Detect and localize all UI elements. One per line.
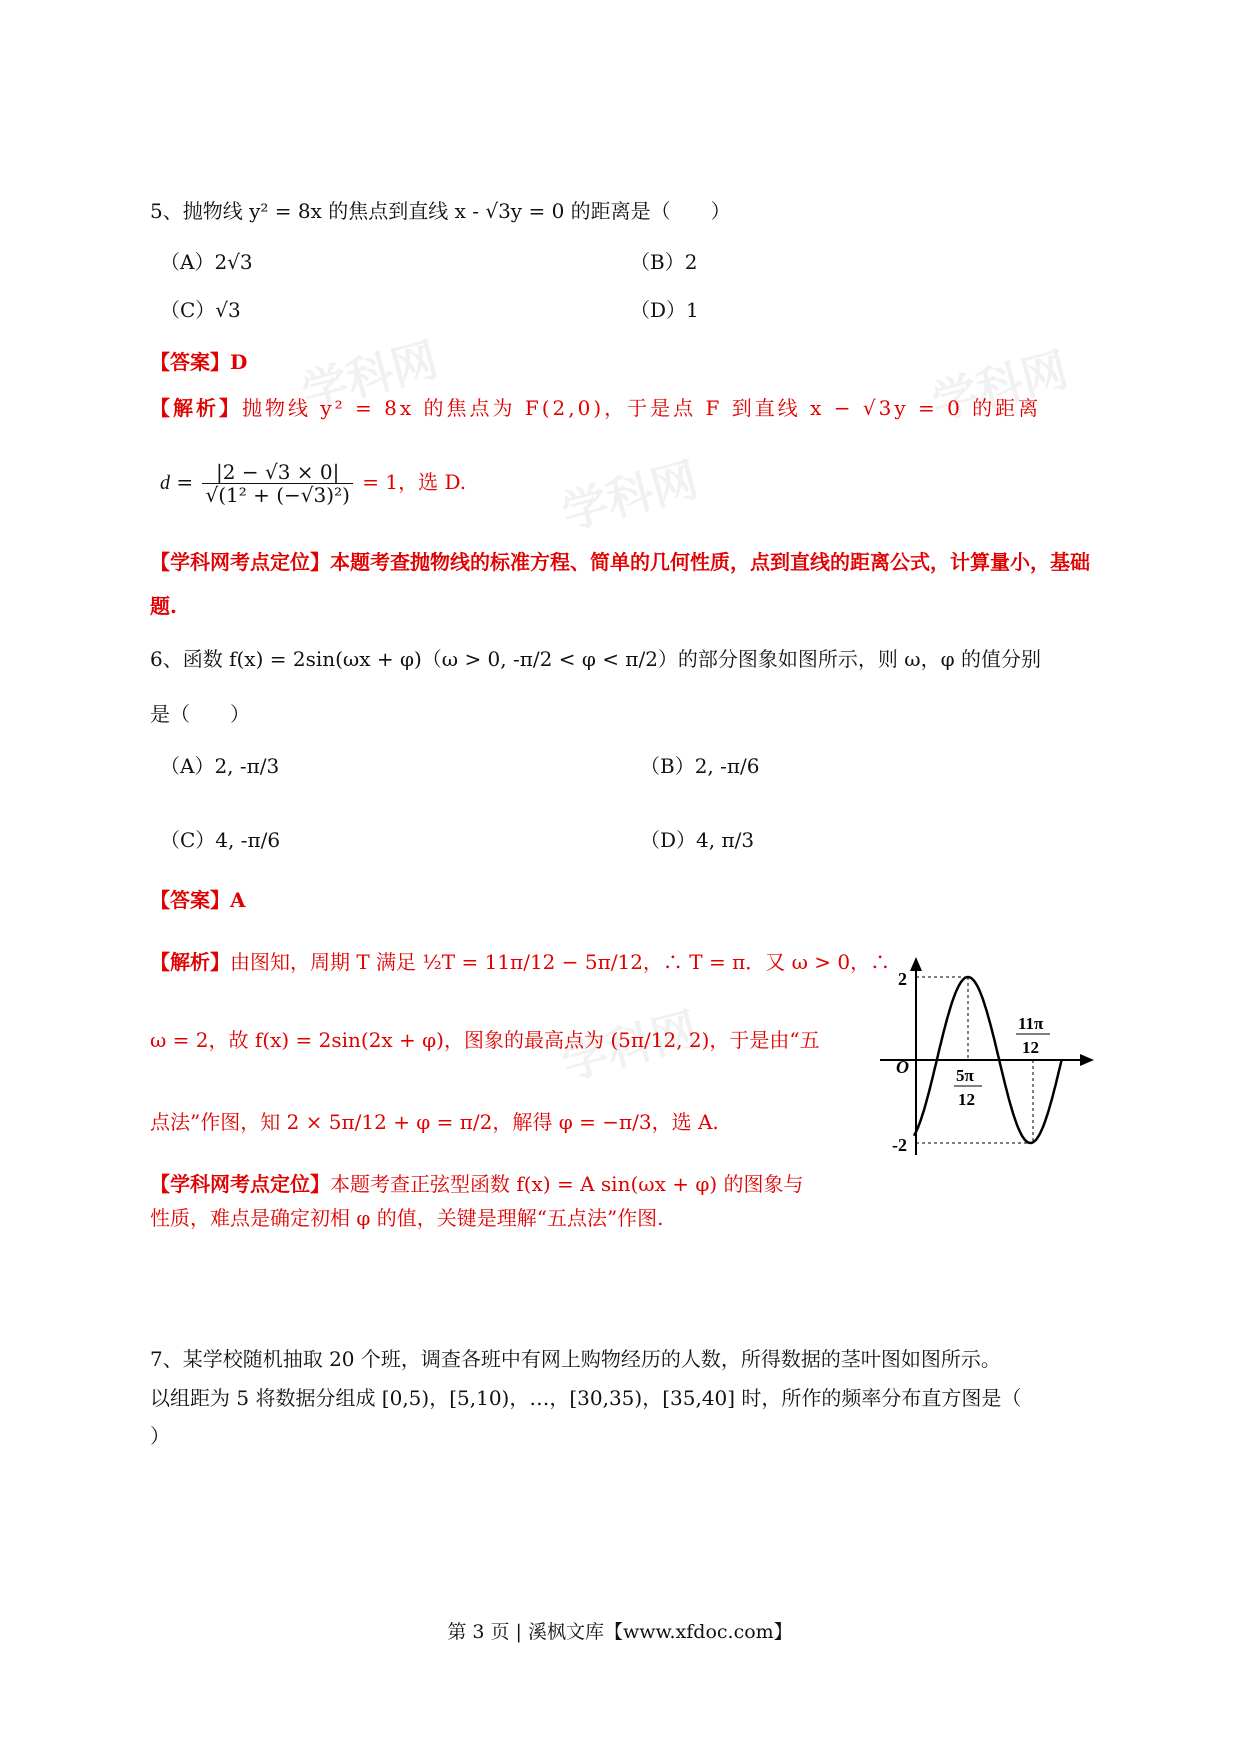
q7-line1: 7、某学校随机抽取 20 个班，调查各班中有网上购物经历的人数，所得数据的茎叶图如图所示。 [150, 1347, 1001, 1371]
answer-label: 【答案】 [150, 350, 230, 374]
x2-label-num: 11π [1018, 1014, 1044, 1033]
q5-option-a: （A）2√3 [160, 250, 253, 274]
q6-kp-line2: 性质，难点是确定初相 φ 的值，关键是理解“五点法”作图. [150, 1206, 664, 1230]
kp-text: 本题考查正弦型函数 f(x) = A sin(ωx + φ) 的图象与 [330, 1172, 804, 1196]
q6-analysis-line2: ω = 2，故 f(x) = 2sin(2x + φ)，图象的最高点为 (5π/12, 2)，于是由“五 [150, 1028, 820, 1052]
kp-text: 本题考查抛物线的标准方程、简单的几何性质，点到直线的距离公式，计算量小，基础题. [150, 550, 1090, 618]
q5-formula: d = $\frac{|2 - √3 \times 0|}{\text{√(1² + (−√3)²)}}$ = 1，选 D. [160, 460, 467, 507]
q6-stem: 6、函数 f(x) = 2sin(ωx + φ)（ω > 0, -π/2 < φ < π/2）的部分图象如图所示，则 ω，φ 的值分别 [150, 647, 1041, 671]
q6-kp-line1 [150, 1170, 804, 1198]
q6-answer [150, 886, 246, 914]
q6-option-b: （B）2, -π/6 [640, 754, 760, 778]
watermark: 学科网 [556, 451, 704, 540]
q6-option-c: （C）4, -π/6 [160, 828, 281, 852]
x1-label-num: 5π [956, 1066, 974, 1085]
analysis-label: 【解析】 [150, 396, 242, 420]
q5-analysis [150, 394, 1041, 422]
watermark: 学科网 [556, 1001, 704, 1090]
analysis-label: 【解析】 [150, 950, 230, 974]
formula-tail: = 1，选 D. [362, 470, 467, 494]
y-min-label: -2 [892, 1135, 907, 1155]
answer-value: D [230, 350, 248, 374]
watermark: 学科网 [296, 331, 444, 420]
q5-option-c: （C）√3 [160, 298, 241, 322]
q7-line2: 以组距为 5 将数据分组成 [0,5)，[5,10)，…，[30,35)，[35,40] 时，所作的频率分布直方图是（ [150, 1386, 1022, 1410]
q7-line3: ） [150, 1424, 170, 1448]
q6-analysis-line1 [150, 948, 890, 976]
sine-graph [880, 955, 1100, 1160]
q5-answer [150, 348, 247, 376]
kp-label: 【学科网考点定位】 [150, 550, 330, 574]
x2-label-den: 12 [1022, 1038, 1039, 1057]
q5-knowledge-point [150, 540, 1090, 628]
origin-label: O [896, 1057, 909, 1077]
q6-option-d: （D）4, π/3 [640, 828, 755, 852]
answer-value: A [230, 888, 246, 912]
analysis-text: 抛物线 y² = 8x 的焦点为 F(2,0)，于是点 F 到直线 x − √3y = 0 的距离 [242, 396, 1042, 420]
kp-label: 【学科网考点定位】 [150, 1172, 330, 1196]
x-axis-arrow [1080, 1054, 1094, 1066]
answer-label: 【答案】 [150, 888, 230, 912]
fraction-numerator: |2 − √3 × 0| [202, 461, 352, 484]
q6-stem-cont: 是（ ） [150, 702, 250, 726]
q6-option-a: （A）2, -π/3 [160, 754, 280, 778]
y-axis-arrow [910, 957, 922, 971]
fraction-denominator: √(1² + (−√3)²) [205, 483, 350, 507]
x1-label-den: 12 [958, 1090, 975, 1109]
q6-analysis-line3: 点法”作图，知 2 × 5π/12 + φ = π/2，解得 φ = −π/3，选 A. [150, 1110, 719, 1134]
y-max-label: 2 [898, 969, 907, 989]
page-footer: 第 3 页 | 溪枫文库【www.xfdoc.com】 [447, 1621, 793, 1643]
q5-option-b: （B）2 [630, 250, 698, 274]
analysis-text: 由图知，周期 T 满足 ½T = 11π/12 − 5π/12，∴ T = π．又 ω > 0，∴ [230, 950, 891, 974]
q5-stem: 5、抛物线 y² = 8x 的焦点到直线 x - √3y = 0 的距离是（ ） [150, 199, 731, 223]
watermark: 学科网 [926, 341, 1074, 430]
q5-option-d: （D）1 [630, 298, 699, 322]
distance-fraction [202, 461, 352, 506]
